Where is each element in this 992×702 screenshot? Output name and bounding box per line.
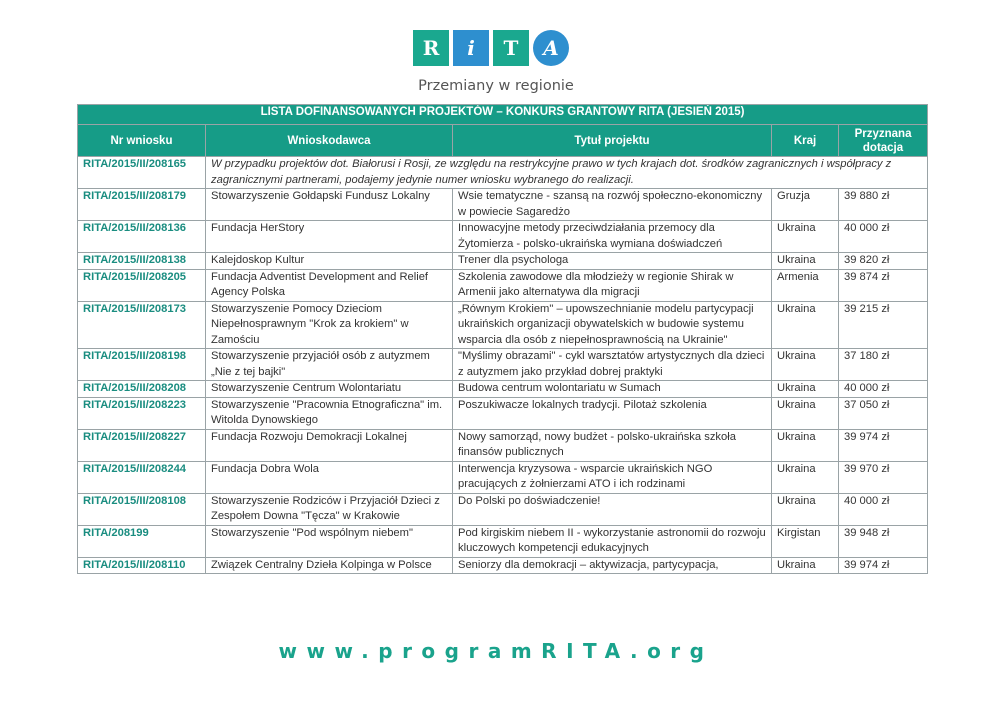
applicant-name: Stowarzyszenie Gołdapski Fundusz Lokalny <box>206 189 453 221</box>
restriction-note: W przypadku projektów dot. Białorusi i Rosji, ze względu na restrykcyjne prawo w tych krajach dot. środków zagranicznych i współpracy z zagranicznymi partnerami, podajemy jedynie numer wniosku wybranego do realizacji. <box>206 157 928 189</box>
applicant-name: Fundacja Adventist Development and Relief Agency Polska <box>206 269 453 301</box>
application-number: RITA/2015/II/208136 <box>78 221 206 253</box>
grant-amount: 39 874 zł <box>839 269 928 301</box>
logo-letter-i: i <box>453 30 489 66</box>
country: Ukraina <box>772 461 839 493</box>
grant-amount: 40 000 zł <box>839 493 928 525</box>
project-title: Wsie tematyczne - szansą na rozwój społeczno-ekonomiczny w powiecie Sagaredżo <box>453 189 772 221</box>
grant-amount: 39 880 zł <box>839 189 928 221</box>
project-title: Trener dla psychologa <box>453 253 772 270</box>
table-row <box>78 269 928 301</box>
table-row <box>78 253 928 270</box>
project-title: Seniorzy dla demokracji – aktywizacja, partycypacja, <box>453 557 772 574</box>
grant-amount: 39 970 zł <box>839 461 928 493</box>
application-number: RITA/2015/II/208205 <box>78 269 206 301</box>
application-number: RITA/2015/II/208179 <box>78 189 206 221</box>
column-header-country: Kraj <box>772 125 839 157</box>
project-title: Szkolenia zawodowe dla młodzieży w regionie Shirak w Armenii jako alternatywa dla migracji <box>453 269 772 301</box>
country: Ukraina <box>772 429 839 461</box>
table-header-row <box>78 125 928 157</box>
logo-letter-t: T <box>493 30 529 66</box>
applicant-name: Stowarzyszenie "Pracownia Etnograficzna" im. Witolda Dynowskiego <box>206 397 453 429</box>
project-title: Do Polski po doświadczenie! <box>453 493 772 525</box>
column-header-title: Tytuł projektu <box>453 125 772 157</box>
project-title: Pod kirgiskim niebem II - wykorzystanie astronomii do rozwoju kluczowych kompetencji edukacyjnych <box>453 525 772 557</box>
grant-amount: 40 000 zł <box>839 221 928 253</box>
grant-amount: 39 820 zł <box>839 253 928 270</box>
tagline: Przemiany w regionie <box>418 78 574 94</box>
grants-table <box>77 104 928 574</box>
grant-amount: 39 974 zł <box>839 429 928 461</box>
country: Ukraina <box>772 253 839 270</box>
country: Ukraina <box>772 397 839 429</box>
project-title: Poszukiwacze lokalnych tradycji. Pilotaż szkolenia <box>453 397 772 429</box>
grant-amount: 37 180 zł <box>839 349 928 381</box>
column-header-applicant: Wnioskodawca <box>206 125 453 157</box>
application-number: RITA/2015/II/208165 <box>78 157 206 189</box>
project-title: Innowacyjne metody przeciwdziałania przemocy dla Żytomierza - polsko-ukraińska wymiana doświadczeń <box>453 221 772 253</box>
country: Ukraina <box>772 301 839 349</box>
column-header-amount: Przyznana dotacja <box>839 125 928 157</box>
logo-letter-a: A <box>533 30 569 66</box>
country: Ukraina <box>772 557 839 574</box>
project-title: Nowy samorząd, nowy budżet - polsko-ukraińska szkoła finansów publicznych <box>453 429 772 461</box>
website-url: www.programRITA.org <box>278 639 714 663</box>
grant-amount: 37 050 zł <box>839 397 928 429</box>
table-row <box>78 301 928 349</box>
application-number: RITA/2015/II/208198 <box>78 349 206 381</box>
table-row <box>78 429 928 461</box>
country: Armenia <box>772 269 839 301</box>
table-row <box>78 189 928 221</box>
application-number: RITA/2015/II/208208 <box>78 381 206 398</box>
table-row <box>78 557 928 574</box>
application-number: RITA/208199 <box>78 525 206 557</box>
note-row <box>78 157 928 189</box>
table-row <box>78 493 928 525</box>
project-title: Budowa centrum wolontariatu w Sumach <box>453 381 772 398</box>
project-title: Interwencja kryzysowa - wsparcie ukraińskich NGO pracujących z żołnierzami ATO i ich rodzinami <box>453 461 772 493</box>
project-title: "Myślimy obrazami" - cykl warsztatów artystycznych dla dzieci z autyzmem jako przykład dobrej praktyki <box>453 349 772 381</box>
table-caption: LISTA DOFINANSOWANYCH PROJEKTÓW – KONKURS GRANTOWY RITA (JESIEŃ 2015) <box>78 105 928 125</box>
country: Kirgistan <box>772 525 839 557</box>
grant-amount: 39 948 zł <box>839 525 928 557</box>
application-number: RITA/2015/II/208223 <box>78 397 206 429</box>
grant-amount: 39 215 zł <box>839 301 928 349</box>
applicant-name: Fundacja HerStory <box>206 221 453 253</box>
applicant-name: Kalejdoskop Kultur <box>206 253 453 270</box>
table-row <box>78 397 928 429</box>
applicant-name: Związek Centralny Dzieła Kolpinga w Polsce <box>206 557 453 574</box>
table-row <box>78 381 928 398</box>
logo-letter-r: R <box>413 30 449 66</box>
country: Ukraina <box>772 349 839 381</box>
application-number: RITA/2015/II/208227 <box>78 429 206 461</box>
project-title: „Równym Krokiem" – upowszechnianie modelu partycypacji ukraińskich organizacji obywatelskich w budowie systemu wsparcia dla osób z niepełnosprawnością na Ukrainie" <box>453 301 772 349</box>
application-number: RITA/2015/II/208173 <box>78 301 206 349</box>
country: Ukraina <box>772 493 839 525</box>
applicant-name: Fundacja Rozwoju Demokracji Lokalnej <box>206 429 453 461</box>
table-row <box>78 349 928 381</box>
application-number: RITA/2015/II/208138 <box>78 253 206 270</box>
applicant-name: Stowarzyszenie przyjaciół osób z autyzmem „Nie z tej bajki" <box>206 349 453 381</box>
column-header-nr: Nr wniosku <box>78 125 206 157</box>
applicant-name: Stowarzyszenie Rodziców i Przyjaciół Dzieci z Zespołem Downa "Tęcza" w Krakowie <box>206 493 453 525</box>
rita-logo <box>413 30 573 66</box>
application-number: RITA/2015/II/208110 <box>78 557 206 574</box>
table-row <box>78 525 928 557</box>
application-number: RITA/2015/II/208244 <box>78 461 206 493</box>
table-row <box>78 221 928 253</box>
applicant-name: Fundacja Dobra Wola <box>206 461 453 493</box>
applicant-name: Stowarzyszenie Pomocy Dzieciom Niepełnosprawnym "Krok za krokiem" w Zamościu <box>206 301 453 349</box>
country: Ukraina <box>772 381 839 398</box>
grant-amount: 39 974 zł <box>839 557 928 574</box>
table-row <box>78 461 928 493</box>
applicant-name: Stowarzyszenie "Pod wspólnym niebem" <box>206 525 453 557</box>
grant-amount: 40 000 zł <box>839 381 928 398</box>
country: Gruzja <box>772 189 839 221</box>
country: Ukraina <box>772 221 839 253</box>
applicant-name: Stowarzyszenie Centrum Wolontariatu <box>206 381 453 398</box>
application-number: RITA/2015/II/208108 <box>78 493 206 525</box>
